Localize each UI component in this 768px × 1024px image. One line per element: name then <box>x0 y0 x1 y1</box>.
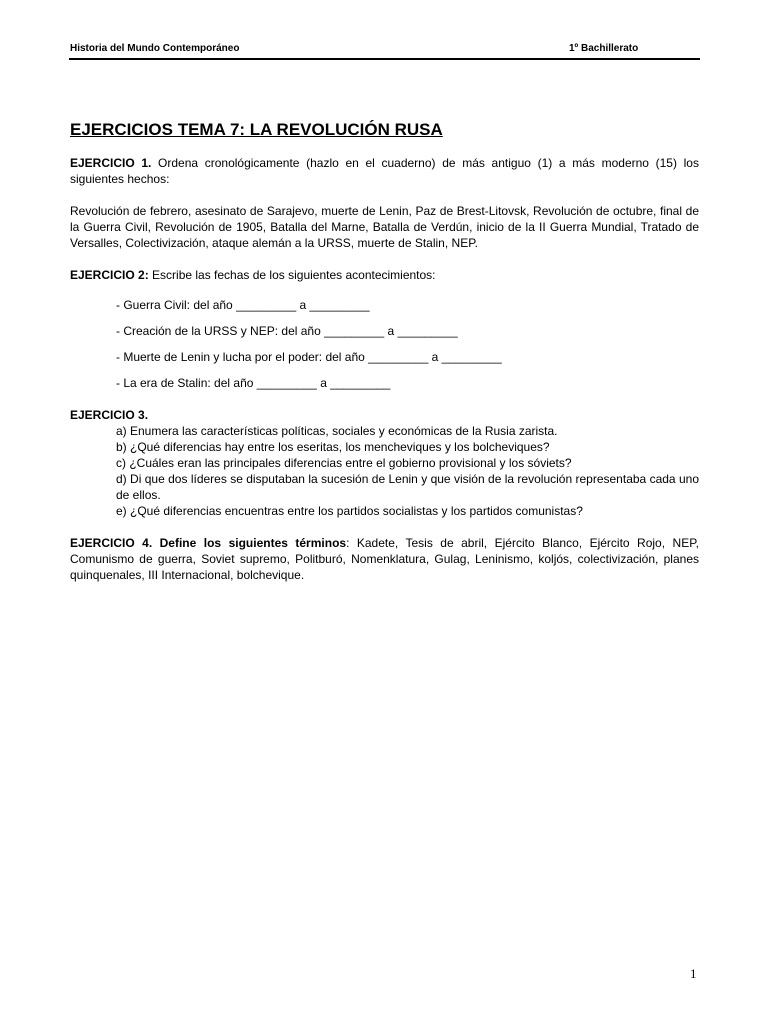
exercise-4-label: EJERCICIO 4. Define los siguientes términos <box>70 536 347 550</box>
fill-item: - Guerra Civil: del año _________ a _________ <box>116 298 370 312</box>
question-item: c) ¿Cuáles eran las principales diferencias entre el gobierno provisional y los sóviets? <box>116 456 572 470</box>
header-course: Historia del Mundo Contemporáneo <box>70 43 240 54</box>
question-item: e) ¿Qué diferencias encuentras entre los partidos socialistas y los partidos comunistas? <box>116 504 583 518</box>
answer-blank[interactable]: _________ <box>397 324 458 338</box>
exercise-3-label: EJERCICIO 3. <box>70 408 149 422</box>
answer-blank[interactable]: _________ <box>236 298 297 312</box>
exercise-1-label: EJERCICIO 1. <box>70 156 152 170</box>
fill-item: - Muerte de Lenin y lucha por el poder: del año _________ a _________ <box>116 350 502 364</box>
answer-blank[interactable]: _________ <box>330 376 391 390</box>
page-header <box>69 43 700 60</box>
answer-blank[interactable]: _________ <box>324 324 385 338</box>
header-level: 1º Bachillerato <box>569 43 639 54</box>
question-item: b) ¿Qué diferencias hay entre los eseritas, los mencheviques y los bolcheviques? <box>116 440 550 454</box>
exercise-4-text: : Kadete, Tesis de abril, Ejército Blanco, Ejército Rojo, NEP, Comunismo de guerra, Soviet supremo, Politburó, Nomenklatura, Gulag, Leninismo, koljós, colectivización, planes quinquenales, III Internacional, bolchevique. <box>70 536 699 582</box>
exercise-1-text: Ordena cronológicamente (hazlo en el cuaderno) de más antiguo (1) a más moderno (15) los siguientes hechos: <box>70 156 699 186</box>
exercise-3-list <box>70 423 699 519</box>
question-item: d) Di que dos líderes se disputaban la sucesión de Lenin y que visión de la revolución representaba cada uno de ellos. <box>116 472 699 502</box>
fill-item: - Creación de la URSS y NEP: del año _________ a _________ <box>116 324 458 338</box>
page-title: EJERCICIOS TEMA 7: LA REVOLUCIÓN RUSA <box>70 120 443 139</box>
exercise-2-text: Escribe las fechas de los siguientes acontecimientos: <box>152 268 436 282</box>
exercise-1 <box>70 155 699 187</box>
page-number: 1 <box>690 966 697 981</box>
answer-blank[interactable]: _________ <box>256 376 317 390</box>
question-item: a) Enumera las características políticas, sociales y económicas de la Rusia zarista. <box>116 424 558 438</box>
answer-blank[interactable]: _________ <box>309 298 370 312</box>
exercise-2 <box>70 267 699 283</box>
exercise-2-label: EJERCICIO 2: <box>70 268 149 282</box>
answer-blank[interactable]: _________ <box>368 350 429 364</box>
exercise-1-events: Revolución de febrero, asesinato de Sarajevo, muerte de Lenin, Paz de Brest-Litovsk, Revolución de octubre, final de la Guerra Civil, Revolución de 1905, Batalla del Marne, Batalla de Verdún, inicio de la II Guerra Mundial, Tratado de Versalles, Colectivización, ataque alemán a la URSS, muerte de Stalin, NEP. <box>70 204 699 250</box>
exercise-4 <box>70 535 699 583</box>
answer-blank[interactable]: _________ <box>441 350 502 364</box>
fill-item: - La era de Stalin: del año _________ a _________ <box>116 376 391 390</box>
exercise-2-list <box>70 297 699 391</box>
document-body <box>70 118 699 583</box>
